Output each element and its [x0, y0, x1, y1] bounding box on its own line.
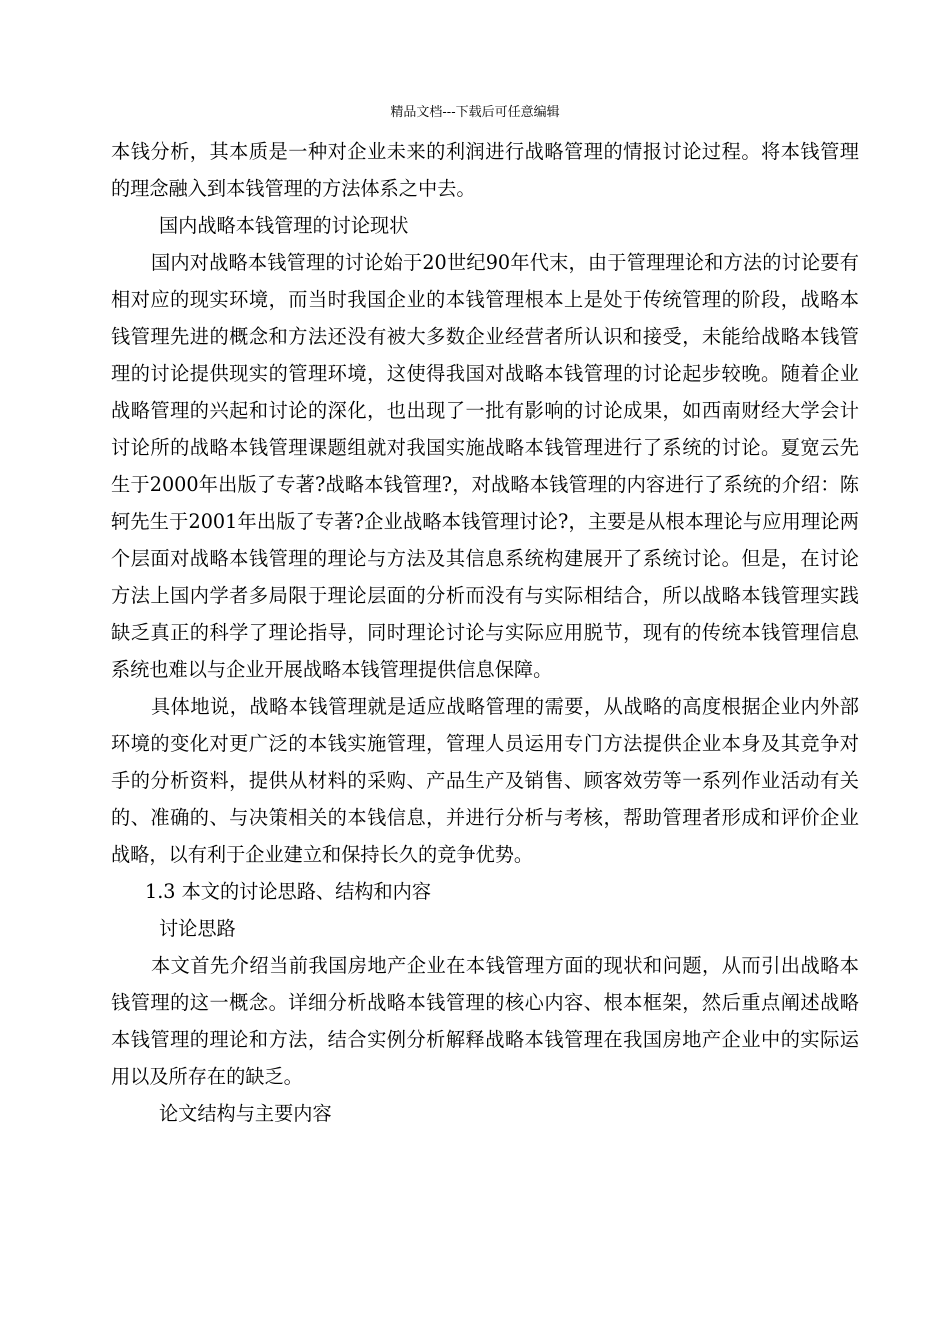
section-heading-structure: 论文结构与主要内容	[159, 1102, 332, 1125]
document-body	[111, 133, 859, 1132]
paragraph-domestic-research: 国内对战略本钱管理的讨论始于20世纪90年代末，由于管理理论和方法的讨论要有相对应的现实环境，而当时我国企业的本钱管理根本上是处于传统管理的阶段，战略本钱管理先进的概念和方法还没有被大多数企业经营者所认识和接受，未能给战略本钱管理的讨论提供现实的管理环境，这使得我国对战略本钱管理的讨论起步较晚。随着企业战略管理的兴起和讨论的深化，也出现了一批有影响的讨论成果，如西南财经大学会计讨论所的战略本钱管理课题组就对我国实施战略本钱管理进行了系统的讨论。夏宽云先生于2000年出版了专著?战略本钱管理?，对战略本钱管理的内容进行了系统的介绍：陈轲先生于2001年出版了专著?企业战略本钱管理讨论?，主要是从根本理论与应用理论两个层面对战略本钱管理的理论与方法及其信息系统构建展开了系统讨论。但是，在讨论方法上国内学者多局限于理论层面的分析而没有与实际相结合，所以战略本钱管理实践缺乏真正的科学了理论指导，同时理论讨论与实际应用脱节，现有的传统本钱管理信息系统也难以与企业开展战略本钱管理提供信息保障。	[111, 251, 859, 681]
paragraph-approach: 本文首先介绍当前我国房地产企业在本钱管理方面的现状和问题，从而引出战略本钱管理的这一概念。详细分析战略本钱管理的核心内容、根本框架，然后重点阐述战略本钱管理的理论和方法，结合实例分析解释战略本钱管理在我国房地产企业中的实际运用以及所存在的缺乏。	[111, 954, 859, 1088]
section-heading-research-approach: 讨论思路	[159, 917, 236, 940]
section-heading-1-3: 1.3 本文的讨论思路、结构和内容	[145, 880, 432, 903]
section-heading-domestic-status: 国内战略本钱管理的讨论现状	[159, 214, 409, 237]
paragraph-intro: 本钱分析，其本质是一种对企业未来的利润进行战略管理的情报讨论过程。将本钱管理的理念融入到本钱管理的方法体系之中去。	[111, 140, 859, 200]
paragraph-definition: 具体地说，战略本钱管理就是适应战略管理的需要，从战略的高度根据企业内外部环境的变化对更广泛的本钱实施管理，管理人员运用专门方法提供企业本身及其竞争对手的分析资料，提供从材料的采购、产品生产及销售、顾客效劳等一系列作业活动有关的、准确的、与决策相关的本钱信息，并进行分析与考核，帮助管理者形成和评价企业战略，以有利于企业建立和保持长久的竞争优势。	[111, 695, 859, 866]
page-header: 精品文档---下载后可任意编辑	[390, 105, 560, 120]
